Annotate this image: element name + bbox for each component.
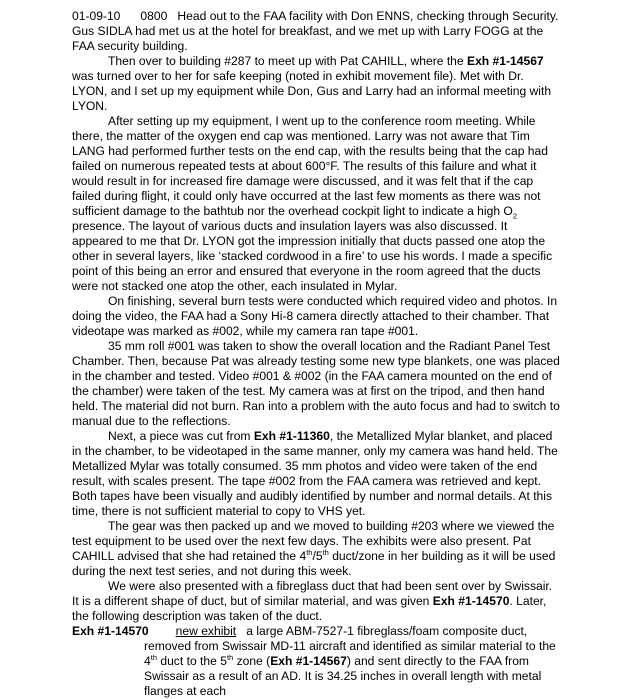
- paragraph-9-text-d: ) and sent directly to the FAA from Swissair as a result of an AD. It is 34.25 inches in overall length with metal flanges at each: [144, 654, 542, 698]
- paragraph-3: [72, 114, 560, 294]
- paragraph-2-text-b: was turned over to her for safe keeping (noted in exhibit movement file). Met with Dr. LYON, and I set up my equipment while Don, Gus and Larry had an informal meeting with LYON.: [72, 69, 552, 113]
- paragraph-7: [72, 519, 560, 579]
- paragraph-9-text-c: zone (: [233, 654, 271, 668]
- paragraph-8-text-a: We were also presented with a fibreglass duct that had been sent over by Swissair. It is a different shape of duct, but of similar material, and was given: [72, 579, 553, 608]
- exhibit-ref: Exh #1-14567: [270, 654, 347, 668]
- superscript: th: [322, 547, 329, 557]
- paragraph-2: [72, 54, 560, 114]
- paragraph-6-text-b: , the Metallized Mylar blanket, and placed in the chamber, to be videotaped in the same manner, only my camera was hand held. The Metallized Mylar was totally consumed. 35 mm photos and video were taken of the end result, with scales present. The tape #002 from the FAA camera was retrieved and kept. Both tapes have been visually and audibly identified by number and normal details. At this time, there is not sufficient material to copy to VHS yet.: [72, 429, 558, 518]
- paragraph-1: [72, 9, 560, 54]
- paragraph-9-text-b: duct to the 5: [157, 654, 227, 668]
- exhibit-ref: Exh #1-14570: [432, 594, 510, 608]
- paragraph-5: 35 mm roll #001 was taken to show the overall location and the Radiant Panel Test Chamber. Then, because Pat was already testing some new type blankets, one was placed in the chamber and tested. Video #001 & #002 (in the FAA camera mounted on the end of the chamber) were taken of the test. My camera was at first on the tripod, and then hand held. The material did not burn. Ran into a problem with the auto focus and had to switch to manual due to the reflections.: [72, 339, 560, 428]
- exhibit-ref: Exh #1-11360: [253, 429, 330, 443]
- paragraph-9-text-a: a large ABM-7527-1 fibreglass/foam composite duct, removed from Swissair MD-11 aircraft and identified as similar material to the 4: [144, 624, 556, 668]
- paragraph-9: [72, 624, 560, 699]
- paragraph-6-text-a: Next, a piece was cut from: [108, 429, 254, 443]
- subscript: 2: [512, 211, 517, 221]
- paragraph-3-text-b: presence. The layout of various ducts and insulation layers was also discussed. It appeared to me that Dr. LYON got the impression initially that ducts passed one atop the other in several layers, like ‘stacked cordwood in a fire’ to use his words. I made a specific point of this being an error and ensured that everyone in the room agreed that the ducts were not stacked one atop the other, each insulated in Mylar.: [72, 219, 553, 293]
- paragraph-1-text: Head out to the FAA facility with Don ENNS, checking through Security. Gus SIDLA had met us at the hotel for breakfast, and we met up with Larry FOGG at the FAA security building.: [72, 9, 559, 53]
- paragraph-7-text-b: /5: [312, 549, 323, 563]
- exhibit-ref: Exh #1-14570: [72, 624, 149, 638]
- exhibit-ref: Exh #1-14567: [467, 54, 544, 68]
- document-page: [72, 9, 560, 699]
- paragraph-6: [72, 429, 560, 519]
- entry-time: 0800: [140, 9, 168, 23]
- paragraph-8: [72, 579, 560, 624]
- paragraph-3-text-a: After setting up my equipment, I went up to the conference room meeting. While there, the matter of the oxygen end cap was mentioned. Larry was not aware that Tim LANG had performed further tests on the end cap, with the results being that the cap had failed on numerous repeated tests at about 600°F. The results of this failure and what it would result in for increased fire damage were discussed, and it was felt that if the cap failed during flight, it could only have occurred at the last few moments as there was not sufficient damage to the bathtub nor the overhead cockpit light to indicate a high O: [72, 114, 548, 218]
- paragraph-7-text-c: duct/zone in her building as it will be used during the next test series, and not during this week.: [72, 549, 556, 578]
- superscript: th: [226, 652, 234, 662]
- paragraph-4: On finishing, several burn tests were conducted which required video and photos. In doing the video, the FAA had a Sony Hi-8 camera directly attached to their chamber. That videotape was marked as #002, while my camera ran tape #001.: [72, 294, 558, 338]
- paragraph-8-text-b: . Later, the following description was taken of the duct.: [72, 594, 547, 623]
- paragraph-2-text-a: Then over to building #287 to meet up with Pat CAHILL, where the: [108, 54, 467, 68]
- new-exhibit-label: new exhibit: [175, 624, 237, 638]
- entry-date: 01-09-10: [72, 9, 121, 23]
- paragraph-7-text-a: The gear was then packed up and we moved to building #203 where we viewed the test equipment to be used over the next few days. The exhibits were also present. Pat CAHILL advised that she had retained the 4: [72, 519, 555, 563]
- superscript: th: [306, 547, 313, 557]
- superscript: th: [150, 652, 157, 662]
